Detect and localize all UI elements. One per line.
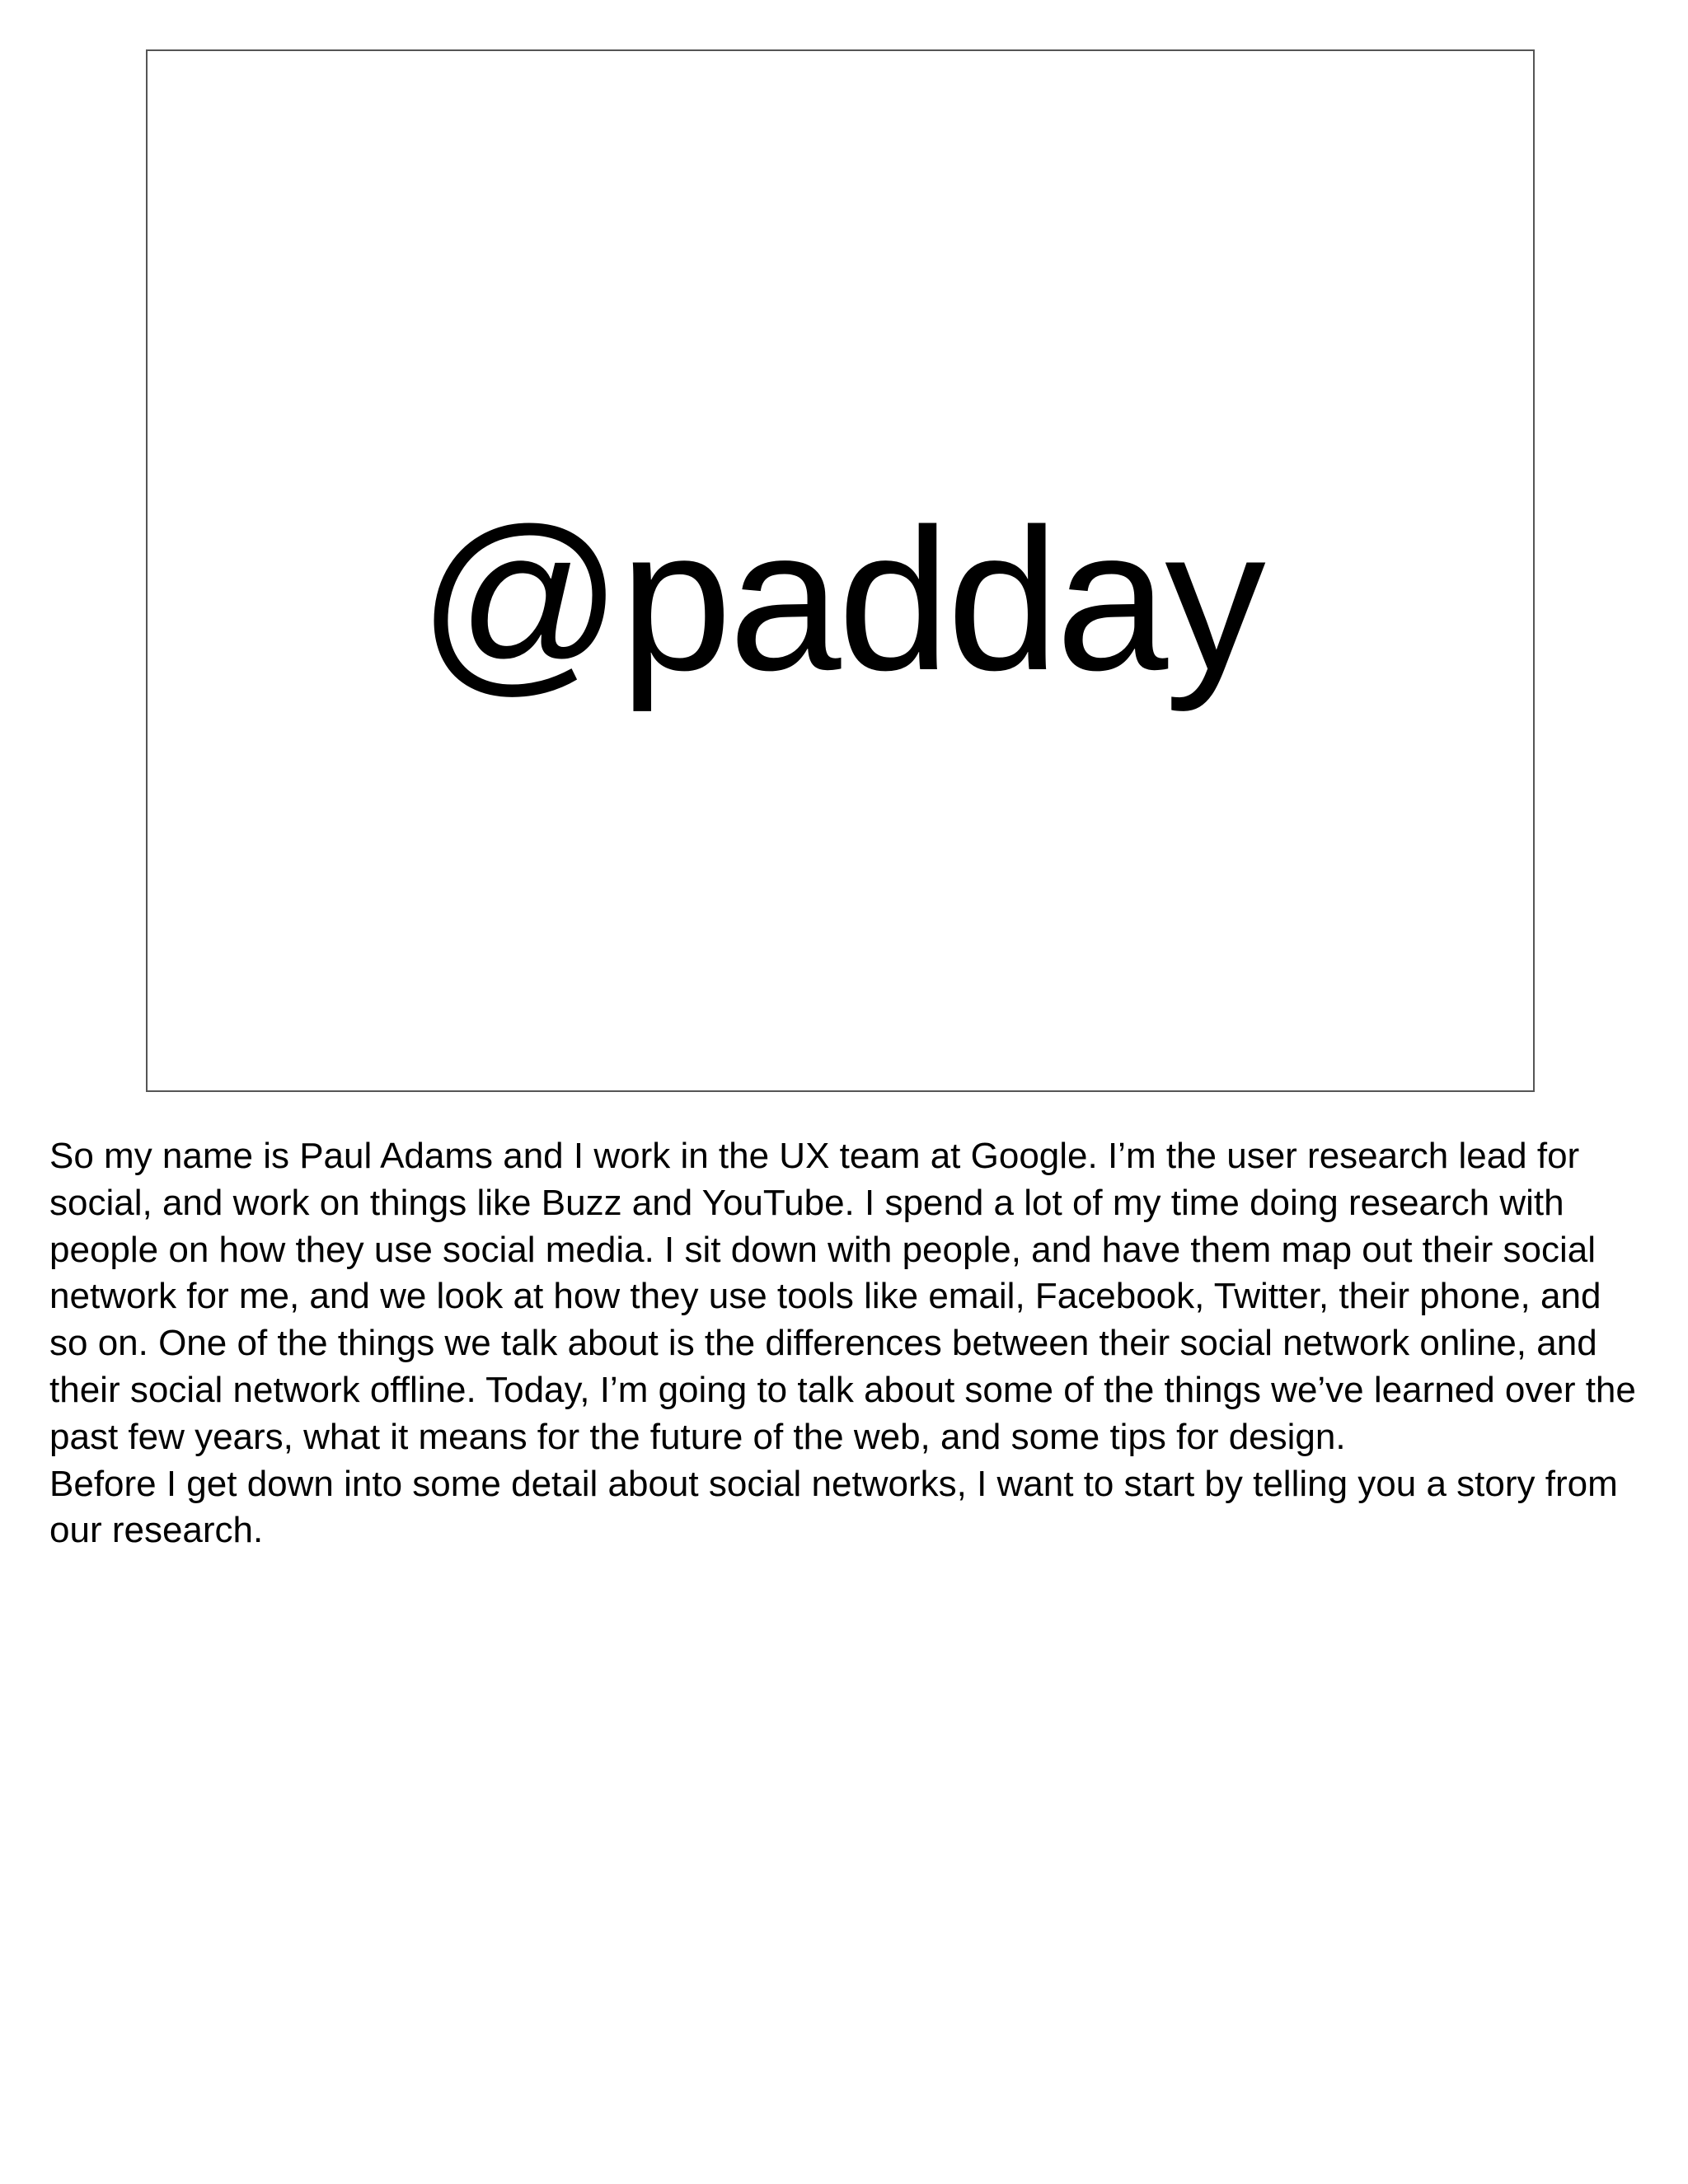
slide-title: @padday: [418, 486, 1263, 712]
notes-paragraph: Before I get down into some detail about social networks, I want to start by telling you a story from our research.: [49, 1463, 1618, 1551]
notes-paragraph: So my name is Paul Adams and I work in the UX team at Google. I’m the user research lead for social, and work on things like Buzz and YouTube. I spend a lot of my time doing research with people on how they use social media. I sit down with people, and have them map out their social network for me, and we look at how they use tools like email, Facebook, Twitter, their phone, and so on. One of the things we talk about is the differences between their social network online, and their social network offline. Today, I’m going to talk about some of the things we’ve learned over the past few years, what it means for the future of the web, and some tips for design.: [49, 1136, 1636, 1457]
speaker-notes: [49, 1133, 1648, 1554]
slide-frame: [146, 49, 1535, 1092]
